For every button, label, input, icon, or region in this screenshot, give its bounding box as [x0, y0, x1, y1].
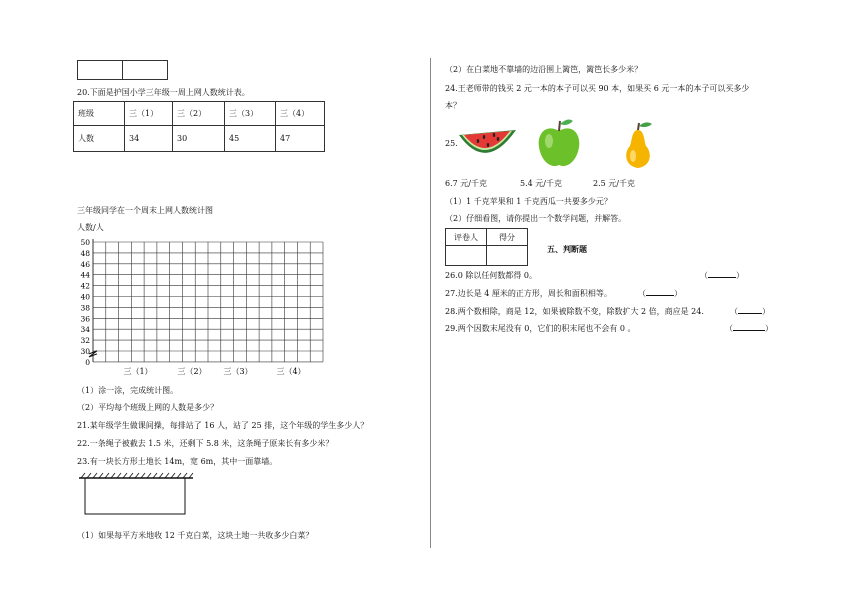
question-24-line2: 本？	[445, 101, 461, 110]
table-header-cell: 三（4）	[276, 102, 325, 126]
watermelon-icon	[456, 125, 518, 161]
y-tick-label: 36	[80, 314, 90, 324]
previous-answer-box	[77, 60, 168, 80]
table-row-label: 人数	[74, 126, 125, 152]
table-cell: 45	[225, 126, 276, 152]
question-22: 22.一条绳子被截去 1.5 米，还剩下 5.8 米，这条绳子原来长有多少米？	[77, 439, 334, 448]
score-label: 得分	[487, 229, 528, 246]
y-tick-label: 50	[80, 238, 90, 247]
table-header-cell: 三（1）	[125, 102, 173, 126]
question-27: 27.边长是 4 厘米的正方形，周长和面积相等。	[445, 289, 612, 298]
table-cell: 34	[125, 126, 173, 152]
answer-blank-27[interactable]: （ ）	[638, 289, 682, 298]
field-wall-diagram	[77, 472, 197, 517]
x-category-label: 三（4）	[276, 366, 306, 376]
table-cell: 47	[276, 126, 325, 152]
watermelon-price: 6.7 元/千克	[445, 179, 487, 188]
q23-sub1: （1）如果每平方米地收 12 千克白菜，这块土地一共收多少白菜？	[77, 531, 314, 540]
q23-sub2: （2）在白菜地不靠墙的边沿围上篱笆，篱笆长多少米？	[445, 65, 643, 74]
section-title: 五、判断题	[547, 245, 587, 254]
y-tick-label: 46	[80, 259, 90, 269]
question-29: 29.两个因数末尾没有 0，它们的积末尾也不会有 0 。	[445, 324, 636, 333]
q20-sub2: （2）平均每个班级上网的人数是多少？	[77, 403, 219, 412]
question-23: 23.有一块长方形土地长 14m，宽 6m，其中一面靠墙。	[77, 457, 278, 466]
bar-chart-grid	[75, 236, 330, 381]
q20-data-table	[73, 101, 325, 152]
answer-blank-26[interactable]: （ ）	[700, 271, 744, 280]
y-tick-label: 40	[80, 292, 90, 302]
x-category-label: 三（2）	[177, 366, 207, 376]
table-header-cell: 班级	[74, 102, 125, 126]
y-tick-label: 44	[80, 270, 90, 280]
y-tick-label: 34	[80, 325, 90, 335]
question-20: 20.下面是护国小学三年级一周上网人数统计表。	[77, 88, 250, 97]
column-divider	[430, 58, 431, 548]
chart-title: 三年级同学在一个周末上网人数统计图	[77, 206, 213, 215]
grader-label: 评卷人	[446, 229, 487, 246]
y-tick-label: 38	[80, 303, 90, 313]
apple-price: 5.4 元/千克	[520, 179, 562, 188]
question-24-line1: 24.王老师带的钱买 2 元一本的本子可以买 90 本，如果买 6 元一本的本子可以买多少	[445, 84, 750, 93]
pear-price: 2.5 元/千克	[593, 179, 635, 188]
q20-sub1: （1）涂一涂，完成统计图。	[77, 386, 179, 395]
q25-sub1: （1）1 千克苹果和 1 千克西瓜一共要多少元？	[445, 197, 612, 206]
q25-sub2: （2）仔细看图，请你提出一个数学问题，并解答。	[445, 214, 627, 223]
y-tick-label: 48	[80, 248, 90, 258]
x-category-label: 三（1）	[123, 366, 153, 376]
y-tick-label: 0	[85, 357, 90, 367]
apple-icon	[535, 115, 583, 171]
grader-score-table	[445, 228, 528, 266]
answer-blank-28[interactable]: （ ）	[730, 307, 770, 316]
table-cell: 30	[173, 126, 225, 152]
question-28: 28.两个数相除，商是 12，如果被除数不变，除数扩大 2 倍，商应是 24.	[445, 307, 704, 316]
y-tick-label: 42	[80, 281, 90, 291]
table-header-cell: 三（3）	[225, 102, 276, 126]
x-category-label: 三（3）	[223, 366, 253, 376]
pear-icon	[618, 120, 658, 172]
y-tick-label: 30	[80, 347, 90, 356]
chart-ylabel: 人数/人	[77, 223, 104, 232]
answer-blank-29[interactable]: （ ）	[725, 324, 773, 333]
question-21: 21.某年级学生做课间操，每排站了 16 人，站了 25 排，这个年级的学生多少人？	[77, 421, 369, 430]
y-tick-label: 32	[80, 336, 90, 346]
table-header-cell: 三（2）	[173, 102, 225, 126]
question-26: 26.0 除以任何数都得 0。	[445, 271, 537, 280]
question-25-number: 25.	[445, 139, 458, 148]
